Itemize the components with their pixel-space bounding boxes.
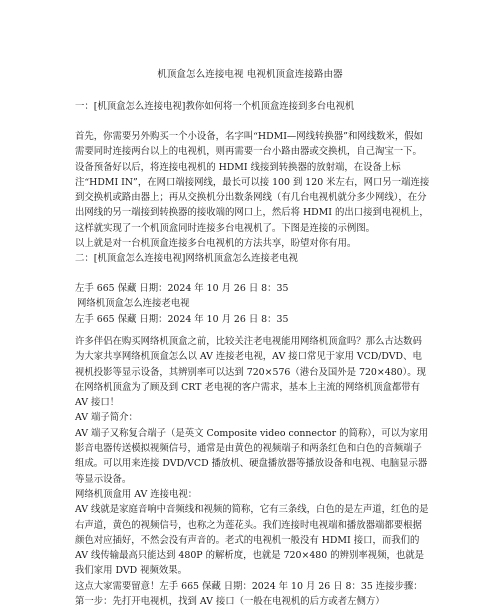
paragraph: AV 端子简介：	[75, 412, 138, 424]
section-body	[75, 129, 431, 267]
paragraph: AV 端子又称复合端子（是英文 Composite video connector 的简称），可以为家用影音电器传送模拟视频信号，通常是由黄色的视频端子和两条红色和白色的音频端子组成。可以用来连接 DVD/VCD 播放机、硬盘播放器等播放设备和电视、电脑显示器等显示设备。	[75, 427, 429, 485]
paragraph: 网络机顶盒用 AV 连接电视：	[75, 488, 198, 500]
paragraph: 设备预备好以后，将连接电视机的 HDMI 线接到转换器的放射端，在设备上标注“HDMI IN”，在网口端接网线，最长可以接 100 到 120 米左右，网口另一端连接到交换机或路由器上；再从交换机分出数条网线（有几台电视机就分多少网线），在分出网线的另一端接到转换器的接收端的网口上，然后将 HDMI 的出口接到电视机上，这样就实现了一个机顶盒同时连接多台电视机了。下图是连接的示例图。	[75, 161, 430, 234]
paragraph: 以上就是对一台机顶盒连接多台电视机的方法共享，盼望对你有用。	[75, 238, 357, 250]
paragraph: 许多伴侣在购买网络机顶盒之前，比较关注老电视能用网络机顶盒吗？那么古达数码为大家共享网络机顶盒怎么以 AV 连接老电视，AV 接口常见于家用 VCD/DVD、电视机投影等显示设备，其辨别率可以达到 720×576（港台及国外是 720×480）。现在网络机顶盒为了顾及到 CRT 老电视的客户需求，基本上主流的网络机顶盒都带有 AV 接口！	[75, 336, 427, 409]
subtitle-line: 网络机顶盒怎么连接老电视	[77, 298, 190, 310]
paragraph: 二：[机顶盒怎么连接电视]网络机顶盒怎么连接老电视	[75, 253, 298, 265]
section-heading	[75, 99, 431, 114]
article-body	[75, 334, 431, 609]
meta-block	[75, 281, 431, 327]
paragraph: 这点大家需要留意！左手 665 保藏 日期：2024 年 10 月 26 日 8：35 连接步骤：	[75, 580, 423, 592]
paragraph: 第一步：先打开电视机，找到 AV 接口（一般在电视机的后方或者左侧方）	[75, 596, 385, 608]
paragraph: AV 线就是家庭音响中音频线和视频的简称，它有三条线，白色的是左声道，红色的是右声道，黄色的视频信号，也称之为莲花头。我们连接时电视端和播放器端都要根据颜色对应插好，不然会没有声音的。老式的电视机一般没有 HDMI 接口，而我们的 AV 线传输最高只能达到 480P 的解析度，也就是 720×480 的辨别率视频，也就是我们家用 DVD 视频效果。	[75, 504, 429, 577]
meta-line: 左手 665 保藏 日期：2024 年 10 月 26 日 8：35	[75, 313, 289, 325]
meta-line: 左手 665 保藏 日期：2024 年 10 月 26 日 8：35	[75, 283, 289, 294]
document-title: 机顶盒怎么连接电视 电视机顶盒连接路由器	[157, 69, 343, 80]
section-heading-text: 一：[机顶盒怎么连接电视]教你如何将一个机顶盒连接到多台电视机	[75, 101, 355, 112]
paragraph: 首先，你需要另外购买一个小设备，名字叫“HDMI—网线转换器”和网线数米，假如需要同时连接两台以上的电视机，则再需要一台小路由器或交换机，自己淘宝一下。	[75, 131, 423, 158]
